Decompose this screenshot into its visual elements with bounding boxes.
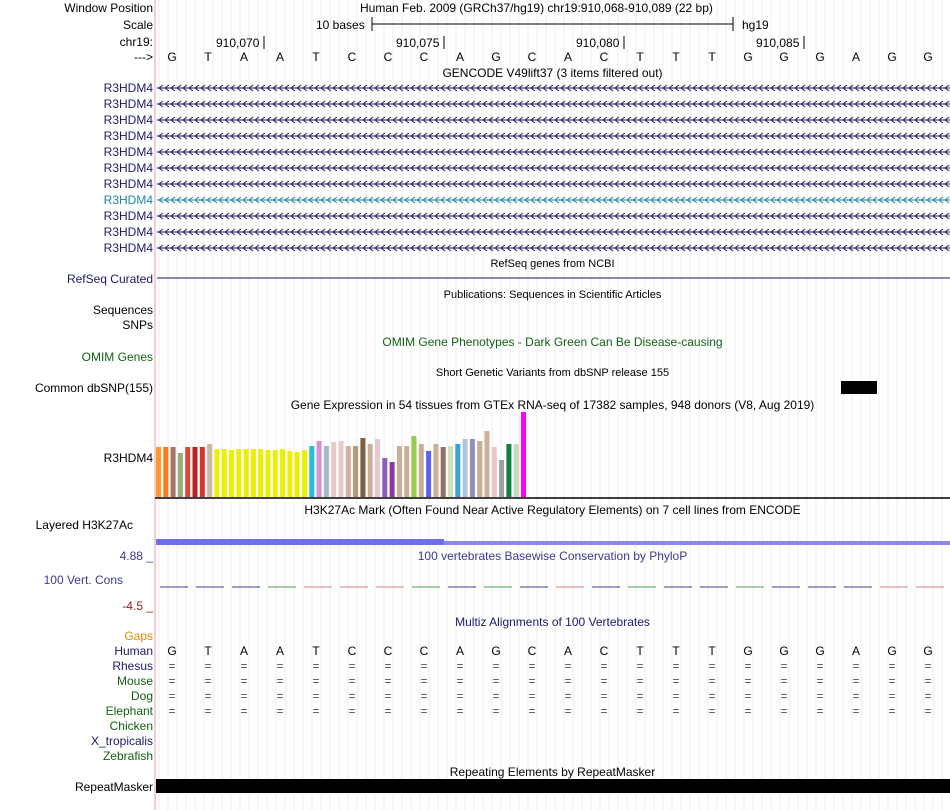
alignment-match: = [492,689,500,703]
gtex-tissue-bar [273,450,278,497]
alignment-base: G [779,644,789,658]
alignment-match: = [528,704,536,718]
scale-label: Scale [122,18,153,32]
gtex-tissue-bar [287,451,292,497]
refseq-track-label[interactable]: RefSeq Curated [66,272,153,286]
gtex-tissue-bar [470,439,475,497]
sequence-base: A [275,50,284,64]
gencode-transcript-label[interactable]: R3HDM4 [103,225,153,239]
gtex-tissue-bar [506,444,511,497]
alignment-match: = [384,689,392,703]
alignment-match: = [168,689,176,703]
alignment-match: = [600,689,608,703]
alignment-base: A [851,644,860,658]
alignment-match: = [816,674,824,688]
alignment-match: = [456,704,464,718]
alignment-match: = [240,674,248,688]
gtex-tissue-bar [514,444,519,497]
ruler-tick-label: 910,070 [216,36,260,50]
gtex-tissue-bar [521,412,526,497]
alignment-match: = [852,704,860,718]
alignment-match: = [384,704,392,718]
gencode-transcript-label[interactable]: R3HDM4 [103,193,153,207]
repeatmasker-element [156,779,950,793]
alignment-match: = [348,659,356,673]
publications-sequences-label[interactable]: Sequences [92,303,153,317]
gtex-tissue-bar [163,447,168,497]
sequence-base: T [204,50,212,64]
multiz-species-label[interactable]: Rhesus [112,659,153,673]
alignment-base: T [636,644,644,658]
alignment-match: = [204,674,212,688]
refseq-track-title[interactable]: RefSeq genes from NCBI [490,258,615,270]
gtex-tissue-bar [214,449,219,497]
phylop-max-label: 4.88 _ [119,549,153,563]
repeatmasker-track-label[interactable]: RepeatMasker [74,780,153,794]
alignment-match: = [636,674,644,688]
publications-track-title[interactable]: Publications: Sequences in Scientific Articles [443,289,662,301]
alignment-base: C [347,644,357,658]
gtex-tissue-bar [236,449,241,497]
dbsnp-variant [841,381,877,394]
publications-snps-label[interactable]: SNPs [122,318,153,332]
h3k27ac-track-title[interactable]: H3K27Ac Mark (Often Found Near Active Regulatory Elements) on 7 cell lines from ENCODE [304,503,801,517]
sequence-base: G [491,50,501,64]
sequence-base: G [167,50,177,64]
alignment-match: = [780,704,788,718]
phylop-track-label[interactable]: 100 Vert. Cons [43,573,123,587]
gencode-track-title[interactable]: GENCODE V49lift37 (3 items filtered out) [442,66,663,80]
alignment-base: G [743,644,753,658]
alignment-match: = [312,704,320,718]
sequence-base: G [923,50,933,64]
alignment-match: = [276,659,284,673]
gtex-tissue-bar [375,439,380,497]
alignment-match: = [168,674,176,688]
multiz-species-label[interactable]: Chicken [109,719,153,733]
h3k27ac-signal [444,541,950,545]
alignment-match: = [924,689,932,703]
gencode-transcript-label[interactable]: R3HDM4 [103,161,153,175]
gtex-tissue-bar [404,446,409,497]
alignment-match: = [420,659,428,673]
sequence-base: C [419,50,429,64]
ruler-tick-label: 910,085 [756,36,800,50]
alignment-base: T [204,644,212,658]
alignment-base: G [815,644,825,658]
sequence-base: G [887,50,897,64]
gtex-tissue-bar [222,449,227,497]
gtex-tissue-bar [390,462,395,497]
alignment-match: = [240,704,248,718]
alignment-match: = [780,689,788,703]
alignment-match: = [744,689,752,703]
multiz-species-label[interactable]: X_tropicalis [90,734,153,748]
h3k27ac-signal [156,539,444,545]
gencode-transcript-label[interactable]: R3HDM4 [103,145,153,159]
alignment-match: = [528,689,536,703]
alignment-match: = [420,689,428,703]
repeatmasker-track-title[interactable]: Repeating Elements by RepeatMasker [449,765,656,779]
alignment-match: = [924,704,932,718]
alignment-match: = [672,689,680,703]
alignment-match: = [276,674,284,688]
alignment-base: G [167,644,177,658]
sequence-base: G [779,50,789,64]
gtex-tissue-bar [258,449,263,497]
sequence-base: C [383,50,393,64]
omim-track-label[interactable]: OMIM Genes [81,350,153,364]
gtex-tissue-bar [455,444,460,497]
gencode-transcript-label[interactable]: R3HDM4 [103,241,153,255]
gencode-transcript-label[interactable]: R3HDM4 [103,97,153,111]
multiz-species-label[interactable]: Dog [130,689,153,703]
alignment-match: = [204,659,212,673]
alignment-match: = [420,674,428,688]
gtex-tissue-bar [353,446,358,497]
chrom-label: chr19: [119,35,153,49]
gencode-transcript-label[interactable]: R3HDM4 [103,209,153,223]
gtex-tissue-bar [339,441,344,497]
alignment-match: = [384,674,392,688]
alignment-match: = [564,674,572,688]
sequence-base: C [599,50,609,64]
alignment-match: = [564,689,572,703]
gtex-tissue-bar [448,446,453,497]
alignment-match: = [348,674,356,688]
gtex-tissue-bar [266,450,271,497]
alignment-match: = [744,659,752,673]
gtex-tissue-bar [193,447,198,497]
multiz-species-label[interactable]: Human [114,644,153,658]
gtex-tissue-bar [317,441,322,497]
alignment-match: = [456,689,464,703]
window-position-label: Window Position [64,1,153,15]
alignment-match: = [600,674,608,688]
gtex-track-label[interactable]: R3HDM4 [103,451,153,465]
gtex-tissue-bar [492,447,497,497]
alignment-match: = [888,689,896,703]
phylop-min-label: -4.5 _ [122,599,153,613]
sequence-base: A [563,50,572,64]
gtex-tissue-bar [185,447,190,497]
alignment-match: = [456,674,464,688]
gtex-tissue-bar [485,431,490,497]
ruler-tick-label: 910,075 [396,36,440,50]
omim-track-title[interactable]: OMIM Gene Phenotypes - Dark Green Can Be Disease-causing [382,335,723,349]
alignment-base: A [455,644,464,658]
alignment-match: = [672,674,680,688]
sequence-base: C [347,50,357,64]
alignment-match: = [168,659,176,673]
multiz-species-label[interactable]: Zebrafish [102,749,153,763]
alignment-base: T [672,644,680,658]
alignment-match: = [528,674,536,688]
alignment-match: = [240,659,248,673]
gtex-tissue-bar [412,436,417,497]
alignment-match: = [168,704,176,718]
alignment-match: = [852,659,860,673]
multiz-gaps-label[interactable]: Gaps [124,629,153,643]
h3k27ac-track-label[interactable]: Layered H3K27Ac [35,518,133,532]
gtex-tissue-bar [178,453,183,497]
sequence-base: A [455,50,464,64]
alignment-match: = [924,659,932,673]
alignment-base: G [491,644,501,658]
gencode-transcript-label[interactable]: R3HDM4 [103,81,153,95]
alignment-base: T [312,644,320,658]
gtex-tissue-bar [171,447,176,497]
alignment-match: = [384,659,392,673]
alignment-match: = [636,659,644,673]
multiz-species-label[interactable]: Mouse [116,674,153,688]
alignment-match: = [564,659,572,673]
gtex-tissue-bar [244,449,249,497]
alignment-match: = [492,674,500,688]
sequence-base: A [851,50,860,64]
gtex-tissue-bar [324,446,329,497]
alignment-match: = [852,689,860,703]
alignment-match: = [744,704,752,718]
alignment-match: = [816,689,824,703]
alignment-base: A [275,644,284,658]
alignment-base: T [708,644,716,658]
sequence-base: T [708,50,716,64]
alignment-match: = [744,674,752,688]
gtex-tissue-bar [251,449,256,497]
alignment-match: = [708,689,716,703]
alignment-match: = [492,704,500,718]
alignment-base: C [527,644,537,658]
alignment-match: = [600,704,608,718]
gtex-tissue-bar [368,444,373,497]
alignment-match: = [636,689,644,703]
alignment-match: = [204,689,212,703]
alignment-match: = [240,689,248,703]
alignment-match: = [348,689,356,703]
alignment-match: = [348,704,356,718]
sequence-base: G [743,50,753,64]
ruler-tick-label: 910,080 [576,36,620,50]
dbsnp-track-title[interactable]: Short Genetic Variants from dbSNP release 155 [435,367,670,379]
gtex-tissue-bar [397,446,402,497]
gtex-tissue-bar [426,451,431,497]
gtex-tissue-bar [419,444,424,497]
alignment-match: = [564,704,572,718]
gtex-tissue-bar [346,446,351,497]
alignment-match: = [708,659,716,673]
alignment-match: = [204,704,212,718]
alignment-base: A [239,644,248,658]
sequence-base: A [239,50,248,64]
gtex-tissue-bar [441,447,446,497]
alignment-match: = [672,659,680,673]
alignment-match: = [276,704,284,718]
gtex-tissue-bar [200,447,205,497]
alignment-match: = [816,704,824,718]
alignment-match: = [420,704,428,718]
gencode-transcript-label[interactable]: R3HDM4 [103,177,153,191]
sequence-base: G [815,50,825,64]
alignment-match: = [528,659,536,673]
alignment-match: = [276,689,284,703]
gtex-tissue-bar [360,438,365,497]
gtex-tissue-bar [382,458,387,497]
gtex-tissue-bar [229,450,234,497]
alignment-base: C [599,644,609,658]
strand-label: ---> [134,50,153,64]
sequence-base: T [672,50,680,64]
gtex-tissue-bar [433,444,438,497]
alignment-match: = [312,659,320,673]
alignment-base: G [923,644,933,658]
alignment-match: = [816,659,824,673]
alignment-match: = [888,704,896,718]
sequence-base: T [636,50,644,64]
scale-bar-label: 10 bases [316,18,365,32]
gtex-track-title[interactable]: Gene Expression in 54 tissues from GTEx RNA-seq of 17382 samples, 948 donors (V8, Aug 2019) [290,398,815,412]
alignment-base: A [563,644,572,658]
gtex-tissue-bar [499,460,504,497]
alignment-match: = [888,659,896,673]
alignment-match: = [636,704,644,718]
gtex-tissue-bar [280,449,285,497]
gtex-tissue-bar [477,441,482,497]
alignment-base: C [383,644,393,658]
multiz-species-label[interactable]: Elephant [105,704,153,718]
gtex-tissue-bar [207,444,212,497]
dbsnp-track-label[interactable]: Common dbSNP(155) [34,381,153,395]
alignment-match: = [780,659,788,673]
gtex-tissue-bar [331,442,336,497]
assembly-db-label: hg19 [742,18,769,32]
sequence-base: C [527,50,537,64]
alignment-match: = [312,674,320,688]
gtex-tissue-bar [463,439,468,497]
alignment-match: = [888,674,896,688]
alignment-match: = [600,659,608,673]
alignment-base: C [419,644,429,658]
multiz-track-title[interactable]: Multiz Alignments of 100 Vertebrates [455,615,650,629]
assembly-position-title: Human Feb. 2009 (GRCh37/hg19) chr19:910,068-910,089 (22 bp) [360,1,713,15]
gtex-tissue-bar [156,447,161,497]
gtex-tissue-bar [295,452,300,497]
alignment-match: = [708,704,716,718]
alignment-match: = [492,659,500,673]
gtex-tissue-bar [309,446,314,497]
sequence-base: T [312,50,320,64]
alignment-base: G [887,644,897,658]
alignment-match: = [852,674,860,688]
alignment-match: = [708,674,716,688]
gtex-tissue-bar [302,450,307,497]
alignment-match: = [456,659,464,673]
gencode-transcript-label[interactable]: R3HDM4 [103,129,153,143]
alignment-match: = [780,674,788,688]
alignment-match: = [312,689,320,703]
gencode-transcript-label[interactable]: R3HDM4 [103,113,153,127]
phylop-track-title[interactable]: 100 vertebrates Basewise Conservation by PhyloP [417,549,688,563]
alignment-match: = [924,674,932,688]
alignment-match: = [672,704,680,718]
